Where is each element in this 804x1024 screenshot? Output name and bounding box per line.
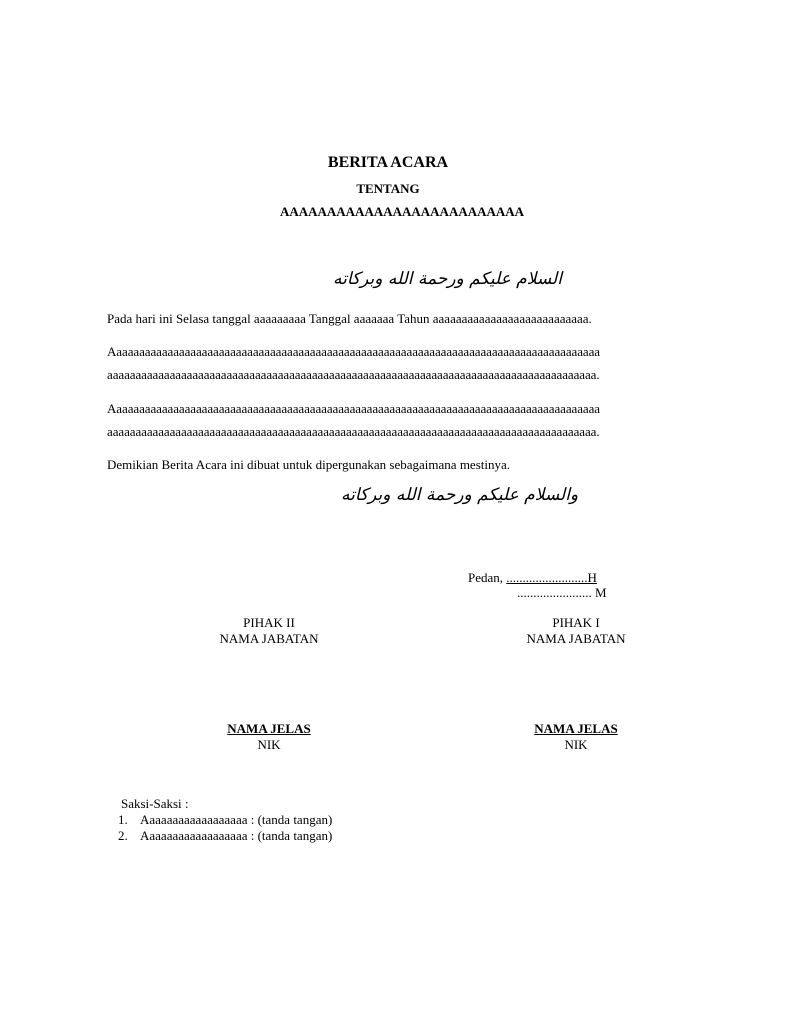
pihak-1-nik: NIK [564, 737, 588, 752]
wassalam-calligraphy-text: والسلام عليكم ورحمة الله وبركاته [341, 485, 579, 505]
witness-2-number: 2. [118, 828, 128, 843]
place-date [468, 570, 597, 586]
hijri-date: .........................H [506, 570, 597, 585]
witness-1-text: Aaaaaaaaaaaaaaaaaa : (tanda tangan) [140, 812, 333, 827]
place-label: Pedan, [468, 570, 504, 585]
paragraph-2-line-1: Aaaaaaaaaaaaaaaaaaaaaaaaaaaaaaaaaaaaaaaaaaaaaaaaaaaaaaaaaaaaaaaaaaaaaaaaaaaaaaaaaaaaaa [107, 344, 600, 359]
paragraph-date: Pada hari ini Selasa tanggal aaaaaaaaa Tanggal aaaaaaa Tahun aaaaaaaaaaaaaaaaaaaaaaaaaaa. [107, 311, 592, 326]
pihak-1-signature [476, 721, 676, 753]
paragraph-3-line-1: Aaaaaaaaaaaaaaaaaaaaaaaaaaaaaaaaaaaaaaaaaaaaaaaaaaaaaaaaaaaaaaaaaaaaaaaaaaaaaaaaaaaaaa [107, 401, 600, 416]
witness-item [118, 812, 332, 828]
wassalam-calligraphy-image [103, 482, 579, 508]
document-topic: AAAAAAAAAAAAAAAAAAAAAAAAAA [279, 204, 525, 219]
pihak-2-name: NAMA JELAS [227, 721, 311, 736]
pihak-1-block [476, 615, 676, 647]
paragraph-2-line-2: aaaaaaaaaaaaaaaaaaaaaaaaaaaaaaaaaaaaaaaaaaaaaaaaaaaaaaaaaaaaaaaaaaaaaaaaaaaaaaaaaaaaaa. [107, 367, 600, 382]
document-subtitle: TENTANG [356, 181, 420, 196]
witness-1-number: 1. [118, 812, 128, 827]
paragraph-closing: Demikian Berita Acara ini dibuat untuk dipergunakan sebagaimana mestinya. [107, 457, 510, 472]
pihak-2-label: PIHAK II [243, 615, 295, 630]
pihak-1-name: NAMA JELAS [534, 721, 618, 736]
pihak-2-signature [169, 721, 369, 753]
pihak-2-block [169, 615, 369, 647]
paragraph-3-line-2: aaaaaaaaaaaaaaaaaaaaaaaaaaaaaaaaaaaaaaaaaaaaaaaaaaaaaaaaaaaaaaaaaaaaaaaaaaaaaaaaaaaaaa. [107, 424, 600, 439]
witness-item [118, 828, 332, 844]
pihak-1-label: PIHAK I [552, 615, 600, 630]
salam-calligraphy-image [105, 266, 562, 292]
document-title: BERITA ACARA [327, 154, 449, 171]
salam-calligraphy-text: السلام عليكم ورحمة الله وبركاته [333, 269, 562, 289]
witnesses-label: Saksi-Saksi : [121, 796, 189, 811]
masehi-date: ....................... M [517, 585, 607, 600]
pihak-2-position: NAMA JABATAN [219, 631, 319, 646]
witness-2-text: Aaaaaaaaaaaaaaaaaa : (tanda tangan) [140, 828, 333, 843]
pihak-2-nik: NIK [257, 737, 281, 752]
pihak-1-position: NAMA JABATAN [526, 631, 626, 646]
